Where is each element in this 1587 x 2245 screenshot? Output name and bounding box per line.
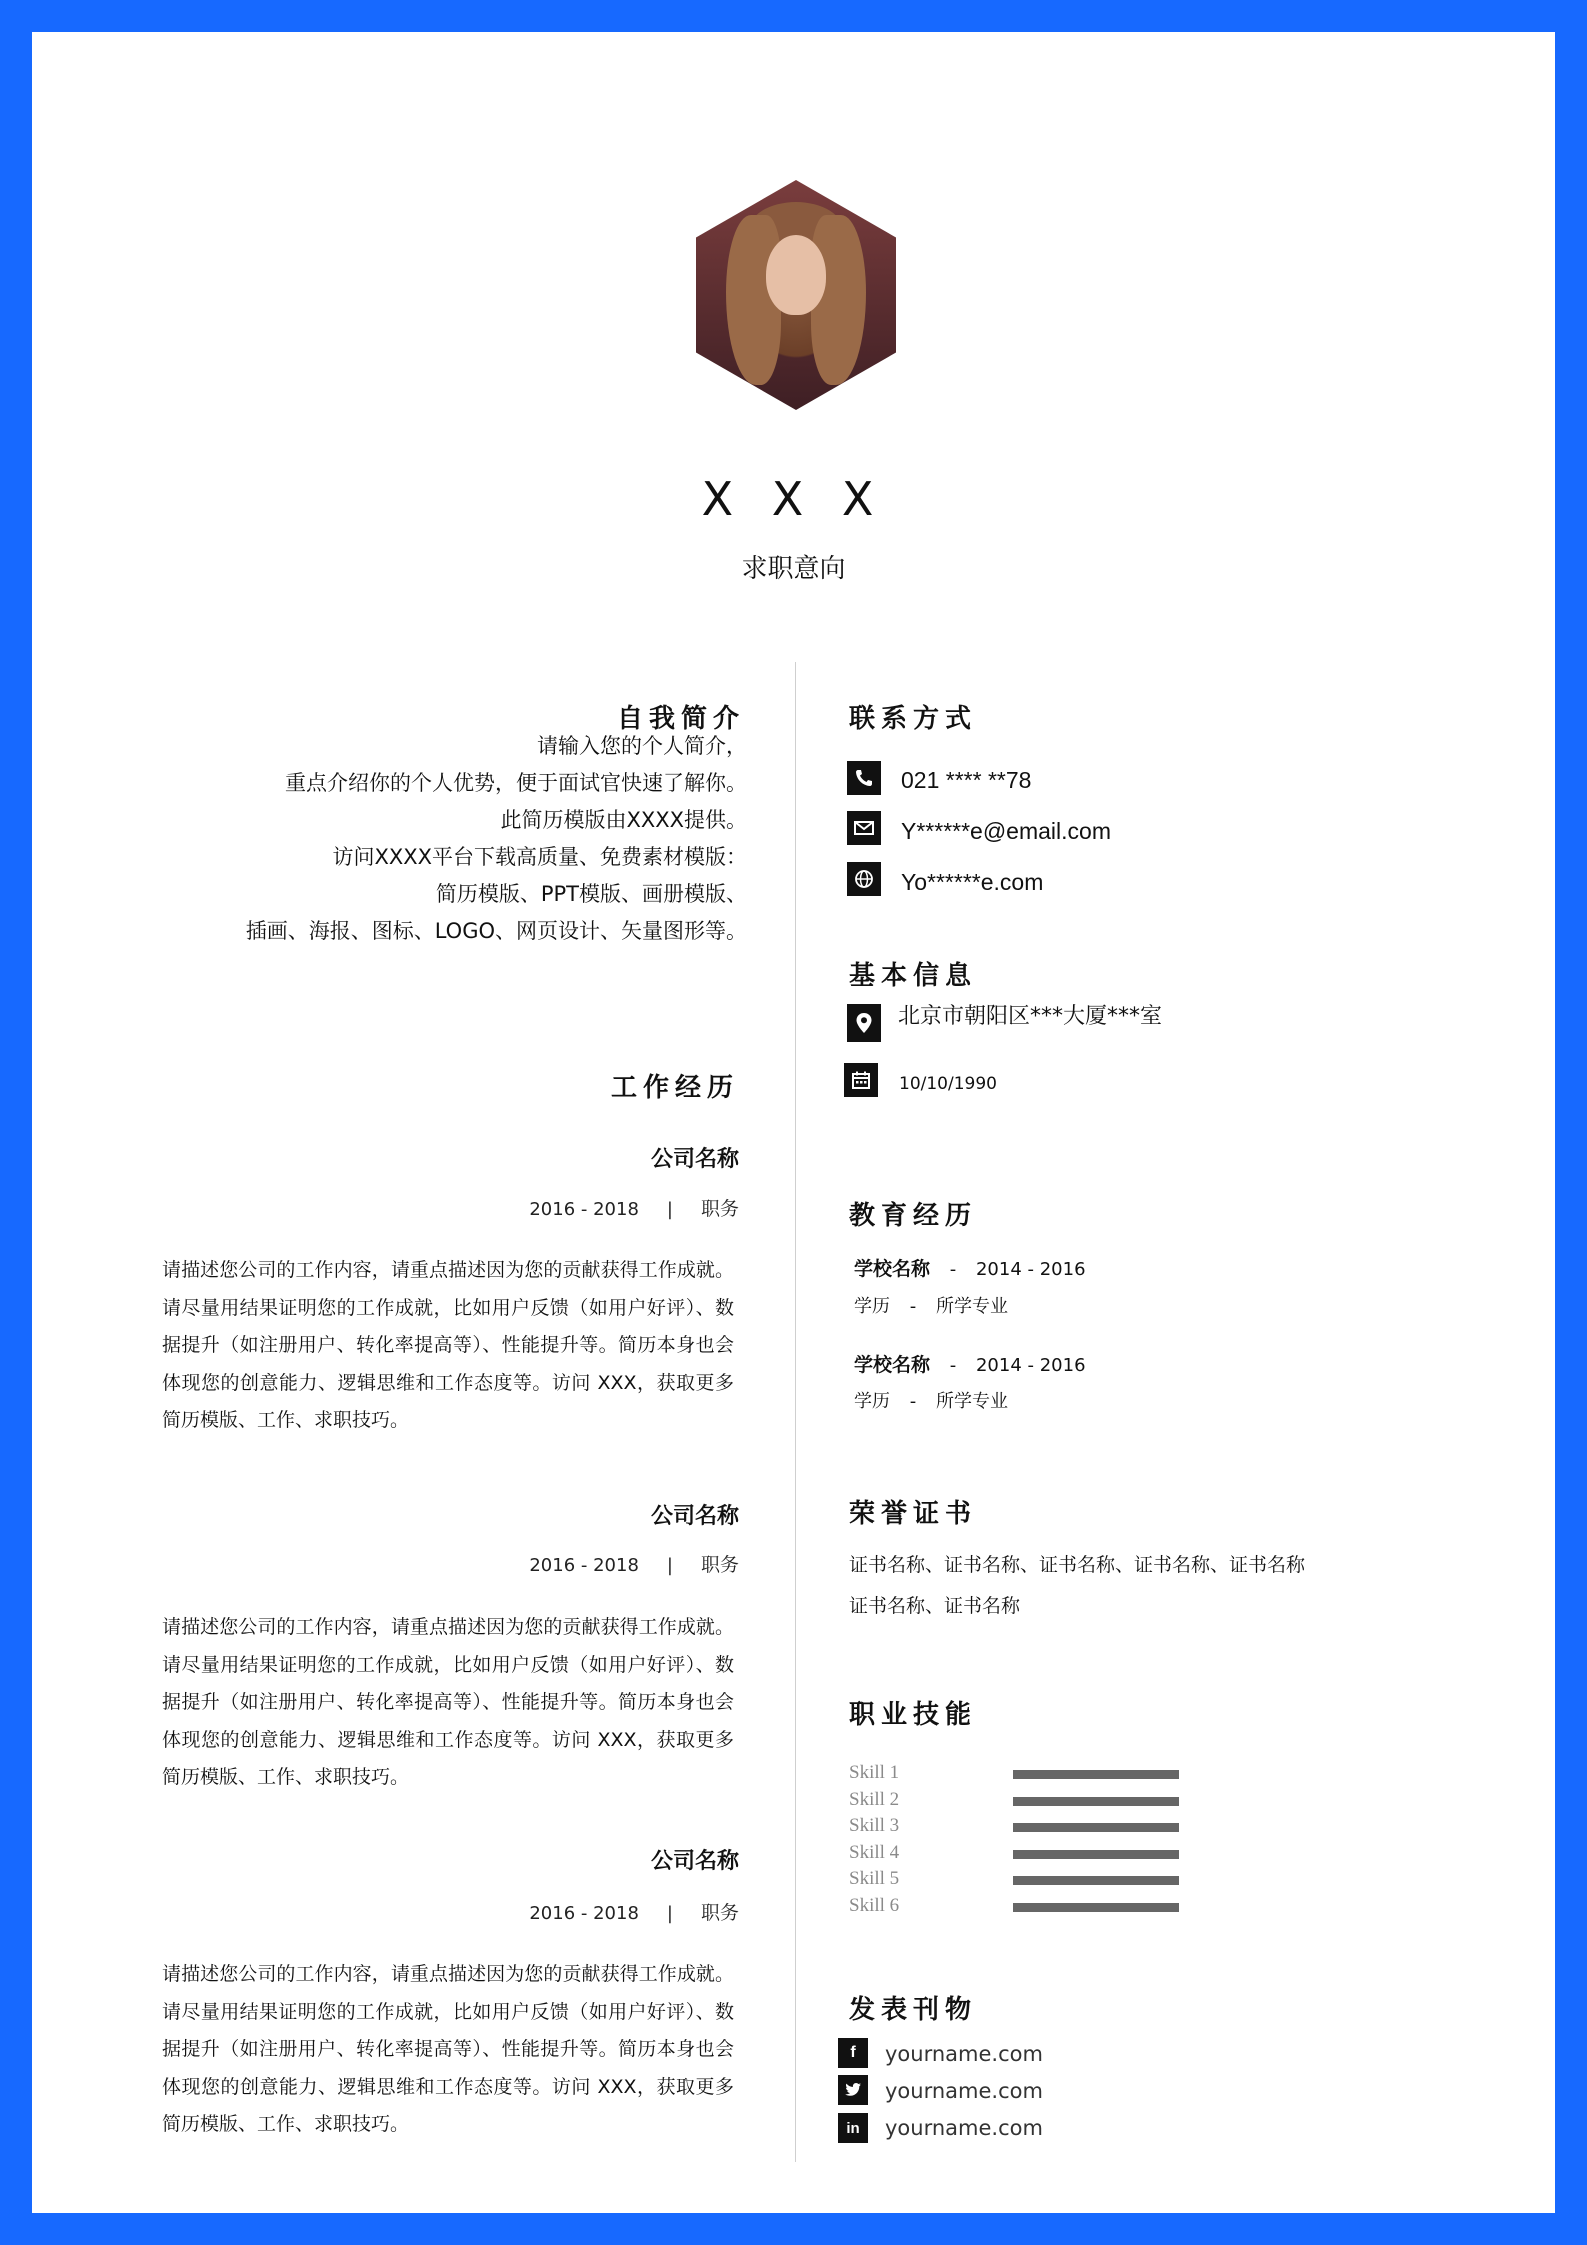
edu-major: 所学专业 (935, 1391, 1008, 1412)
job-separator: | (666, 1199, 673, 1220)
edu-school: 学校名称 (854, 1258, 931, 1280)
column-divider (795, 662, 796, 2162)
skill-row (847, 1762, 1247, 1789)
job-company: 公司名称 (650, 1147, 739, 1172)
skill-level-bar (1013, 1850, 1179, 1859)
intro-title: 自我简介 (616, 704, 745, 734)
job-company: 公司名称 (650, 1849, 739, 1874)
basic-birthday: 10/10/1990 (899, 1074, 997, 1094)
publication-link[interactable]: yourname.com (885, 2042, 1043, 2066)
skill-level-bar (1013, 1823, 1179, 1832)
edu-entry (854, 1350, 1086, 1377)
edu-years: 2014 - 2016 (975, 1259, 1086, 1280)
contact-website: Yo******e.com (901, 869, 1044, 895)
job-company: 公司名称 (650, 1504, 739, 1529)
intro-text (246, 728, 747, 950)
candidate-name: X X X (701, 472, 886, 526)
intro-line: 简历模版、PPT模版、画册模版、 (435, 882, 747, 906)
edu-dash: - (949, 1259, 957, 1280)
honors-list (849, 1545, 1305, 1627)
edu-dash: - (949, 1355, 957, 1376)
education-title: 教育经历 (849, 1201, 978, 1231)
skill-label: Skill 2 (849, 1788, 900, 1810)
phone-icon (847, 761, 881, 795)
publication-link[interactable]: yourname.com (885, 2079, 1043, 2103)
job-years: 2016 - 2018 (529, 1199, 639, 1220)
linkedin-icon[interactable]: in (838, 2113, 868, 2143)
skill-row (847, 1868, 1247, 1895)
skills-title: 职业技能 (849, 1700, 978, 1730)
edu-entry (854, 1254, 1086, 1281)
intro-line: 访问XXXX平台下载高质量、免费素材模版： (332, 845, 747, 869)
intro-line: 插画、海报、图标、LOGO、网页设计、矢量图形等。 (245, 919, 747, 943)
job-description: 请描述您公司的工作内容，请重点描述因为您的贡献获得工作成就。请尽量用结果证明您的工作成就，比如用户反馈（如用户好评）、数据提升（如注册用户、转化率提高等）、性能提升等。简历本身也会体现您的创意能力、逻辑思维和工作态度等。访问 XXX，获取更多简历模版、工作、求职技巧。 (162, 1963, 734, 2135)
job-description: 请描述您公司的工作内容，请重点描述因为您的贡献获得工作成就。请尽量用结果证明您的工作成就，比如用户反馈（如用户好评）、数据提升（如注册用户、转化率提高等）、性能提升等。简历本身也会体现您的创意能力、逻辑思维和工作态度等。访问 XXX，获取更多简历模版、工作、求职技巧。 (162, 1259, 734, 1431)
job-meta (529, 1550, 739, 1577)
job-role: 职务 (700, 1198, 739, 1220)
photo-face (766, 235, 826, 315)
intro-line: 重点介绍你的个人优势，便于面试官快速了解你。 (285, 771, 747, 795)
job-separator: | (666, 1903, 673, 1924)
facebook-icon[interactable]: f (838, 2038, 868, 2068)
skill-label: Skill 4 (849, 1841, 900, 1863)
edu-degree: 学历 (854, 1296, 890, 1317)
job-meta (529, 1898, 739, 1925)
honors-line: 证书名称、证书名称、证书名称、证书名称、证书名称 (849, 1554, 1306, 1576)
profile-photo (696, 180, 896, 410)
job-description: 请描述您公司的工作内容，请重点描述因为您的贡献获得工作成就。请尽量用结果证明您的工作成就，比如用户反馈（如用户好评）、数据提升（如注册用户、转化率提高等）、性能提升等。简历本身也会体现您的创意能力、逻辑思维和工作态度等。访问 XXX，获取更多简历模版、工作、求职技巧。 (162, 1616, 734, 1788)
contact-email: Y******e@email.com (901, 818, 1111, 844)
edu-detail (854, 1387, 1008, 1413)
job-role: 职务 (700, 1554, 739, 1576)
edu-detail (854, 1292, 1008, 1318)
edu-degree: 学历 (854, 1391, 890, 1412)
resume-page (32, 32, 1555, 2213)
twitter-icon[interactable] (838, 2075, 868, 2105)
skill-row (847, 1895, 1247, 1922)
job-intent: 求职意向 (741, 554, 846, 584)
calendar-icon (844, 1063, 878, 1097)
edu-major: 所学专业 (935, 1296, 1008, 1317)
skill-label: Skill 1 (849, 1762, 900, 1783)
job-separator: | (666, 1555, 673, 1576)
skill-level-bar (1013, 1903, 1179, 1912)
skill-level-bar (1013, 1770, 1179, 1779)
skill-label: Skill 5 (849, 1868, 900, 1889)
publication-link[interactable]: yourname.com (885, 2116, 1043, 2140)
honors-line: 证书名称、证书名称 (849, 1595, 1021, 1617)
publications-title: 发表刊物 (849, 1995, 978, 2025)
globe-icon (847, 862, 881, 896)
intro-line: 此简历模版由XXXX提供。 (500, 808, 747, 832)
job-meta (529, 1194, 739, 1221)
edu-dash: - (909, 1391, 917, 1412)
honors-title: 荣誉证书 (849, 1499, 978, 1529)
skill-row (847, 1842, 1247, 1869)
edu-school: 学校名称 (854, 1354, 931, 1376)
skills-list (847, 1762, 1247, 1932)
work-title: 工作经历 (610, 1073, 739, 1103)
mail-icon (847, 811, 881, 845)
skill-level-bar (1013, 1876, 1179, 1885)
edu-dash: - (909, 1296, 917, 1317)
location-pin-icon (847, 1004, 881, 1042)
basic-address: 北京市朝阳区***大厦***室 (898, 1004, 1163, 1029)
job-role: 职务 (700, 1902, 739, 1924)
intro-line: 请输入您的个人简介， (537, 734, 747, 758)
job-years: 2016 - 2018 (529, 1555, 639, 1576)
basic-title: 基本信息 (849, 961, 978, 991)
skill-row (847, 1815, 1247, 1842)
contact-phone: 021 **** **78 (901, 767, 1032, 793)
skill-label: Skill 6 (849, 1894, 900, 1916)
skill-label: Skill 3 (849, 1815, 900, 1836)
skill-level-bar (1013, 1797, 1179, 1806)
edu-years: 2014 - 2016 (975, 1355, 1086, 1376)
job-years: 2016 - 2018 (529, 1903, 639, 1924)
contact-title: 联系方式 (849, 704, 978, 734)
skill-row (847, 1789, 1247, 1816)
